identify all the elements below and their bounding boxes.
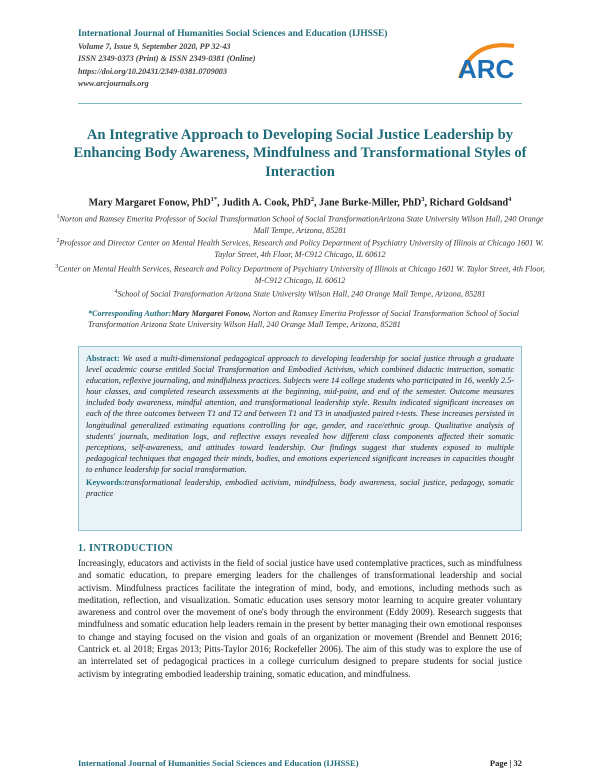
author-name: Mary Margaret Fonow, PhD	[88, 197, 211, 209]
arc-logo	[452, 38, 528, 84]
author-affiliation-marker: 3	[421, 196, 425, 203]
abstract-box	[78, 346, 522, 531]
keywords-label: Keywords:	[86, 478, 125, 488]
header-divider	[78, 103, 522, 104]
corresponding-author	[88, 308, 528, 330]
section-title-rest: NTRODUCTION	[93, 543, 173, 554]
abstract-text: We used a multi-dimensional pedagogical approach to developing leadership for social justice through a graduate level academic course entitled Social Transformation and Embodied Activism, which combined didactic instruction, somatic education, reflexive journaling, and mindfulness practices. Subjects were 14 college students who participated in 16, weekly 2.5-hour classes, and completed research assessments at the beginning, mid-point, and end of the semester. Outcome measures included body awareness, mindful attention, and transformational leadership style. Results indicated significant increases on each of the three outcomes between T1 and T2 and between T1 and T3 in unadjusted paired t-tests. These increases persisted in longitudinal generalized estimating equations controlling for age, gender, and race/ethnic group. Qualitative analysis of students' journals, meditation logs, and reflective essays revealed how different class components affected their somatic perceptions, self-awareness, and attitudes toward leadership. Our findings suggest that students exposed to multiple pedagogical techniques that engaged their minds, bodies, and emotions experienced significant increases in capacities thought to enhance leadership for social transformation.	[86, 354, 515, 474]
corresponding-address: Norton and Ramsey Emerita Professor of Social Transformation School of Social Transformation Arizona State University Wilson Hall, 240 Orange Mall Tempe, Arizona, 85281	[88, 309, 520, 330]
section-body: Increasingly, educators and activists in the field of social justice have used contemplative practices, such as mindfulness and somatic education, to prepare emerging leaders for the challenges of transformational leadership and social activism. Mindfulness practices facilitate the integration of mind, body, and emotions, including methods such as meditation, reflection, and visualization. Somatic education uses sensory motor learning to acquire greater voluntary awareness and control over the movement of one's body through the environment (Eddy 2009). Research suggests that mindfulness and somatic education help leaders remain in the present by better managing their own emotional responses to change and staying focused on the vision and goals of an organization or movement (Brendel and Bennett 2016; Cantrick et. al 2018; Ergas 2013; Pitts-Taylor 2016; Rockefeller 2006). The aim of this study was to explore the use of an interrelated set of pedagogical practices in a college curriculum designed to prepare students for social justice activism by integrating embodied leadership training, somatic education, and mindfulness.	[78, 558, 522, 679]
website-link[interactable]: www.arcjournals.org	[78, 79, 149, 89]
corresponding-name: Mary Margaret Fonow,	[171, 309, 251, 318]
doi-link[interactable]: https://doi.org/10.20431/2349-0381.0709003	[78, 66, 227, 76]
issn-info: ISSN 2349-0373 (Print) & ISSN 2349-0381 (Online)	[78, 54, 256, 64]
affiliation-text: Center on Mental Health Services, Research and Policy Department of Psychiatry University of Illinois at Chicago 1601 W. Taylor Street, 4th Floor, M-C912 Chicago, IL 60612	[58, 264, 545, 285]
section-heading	[78, 542, 173, 554]
affiliation-3	[50, 262, 550, 286]
keywords-text: transformational leadership, embodied activism, mindfulness, body awareness, social justice, pedagogy, somatic practice	[86, 478, 514, 499]
keywords-paragraph	[86, 477, 514, 499]
page-footer	[78, 758, 522, 768]
affiliation-number: 3	[55, 264, 59, 270]
author-affiliation-marker: 4	[508, 196, 512, 203]
affiliation-number: 2	[56, 238, 60, 244]
journal-name: International Journal of Humanities Social Sciences and Education (IJHSSE)	[78, 29, 388, 39]
affiliation-1	[50, 212, 550, 236]
section-title-cap: I	[88, 542, 94, 554]
author-name: Jane Burke-Miller, PhD	[319, 197, 422, 209]
author-affiliation-marker: 1*	[210, 196, 218, 203]
author-name: Judith A. Cook, PhD	[222, 197, 311, 209]
affiliation-4	[50, 287, 550, 300]
affiliation-number: 1	[56, 214, 60, 220]
journal-header	[78, 28, 478, 91]
author-list: Mary Margaret Fonow, PhD$^{1*}$, Judith A. Cook, PhD$^2$, Jane Burke-Miller, PhD$^3$, Richard Goldsand$^4$	[88, 196, 512, 209]
author-affiliation-marker: 2	[310, 196, 315, 203]
footer-journal: International Journal of Humanities Social Sciences and Education (IJHSSE)	[78, 758, 359, 768]
abstract-label: Abstract:	[86, 354, 120, 363]
logo-text: ARC	[458, 54, 515, 84]
author-name: Richard Goldsand	[429, 197, 509, 209]
affiliation-text: Professor and Director Center on Mental Health Services, Research and Policy Department of Psychiatry University of Illinois at Chicago 1601 W. Taylor Street, 4th Floor, M-C912 Chicago, IL 60612	[59, 238, 544, 259]
affiliation-text: Norton and Ramsey Emerita Professor of Social Transformation School of Social TransformationArizona State University Wilson Hall, 240 Orange Mall Tempe, Arizona, 85281	[59, 214, 544, 235]
volume-info: Volume 7, Issue 9, September 2020, PP 32-43	[78, 42, 231, 51]
affiliation-2	[50, 236, 550, 260]
section-number: 1.	[78, 543, 87, 554]
corresponding-label: *Corresponding Author:	[88, 309, 172, 318]
affiliation-text: School of Social Transformation Arizona State University Wilson Hall, 240 Orange Mall Tempe, Arizona, 85281	[117, 289, 486, 299]
abstract-paragraph	[86, 353, 514, 475]
page-number: Page | 32	[489, 758, 522, 768]
affiliation-number: 4	[114, 289, 118, 295]
arc-logo-graphic	[452, 38, 528, 84]
paper-title: An Integrative Approach to Developing Social Justice Leadership by Enhancing Body Awareness, Mindfulness and Transformational Styles of Interaction	[73, 127, 527, 180]
